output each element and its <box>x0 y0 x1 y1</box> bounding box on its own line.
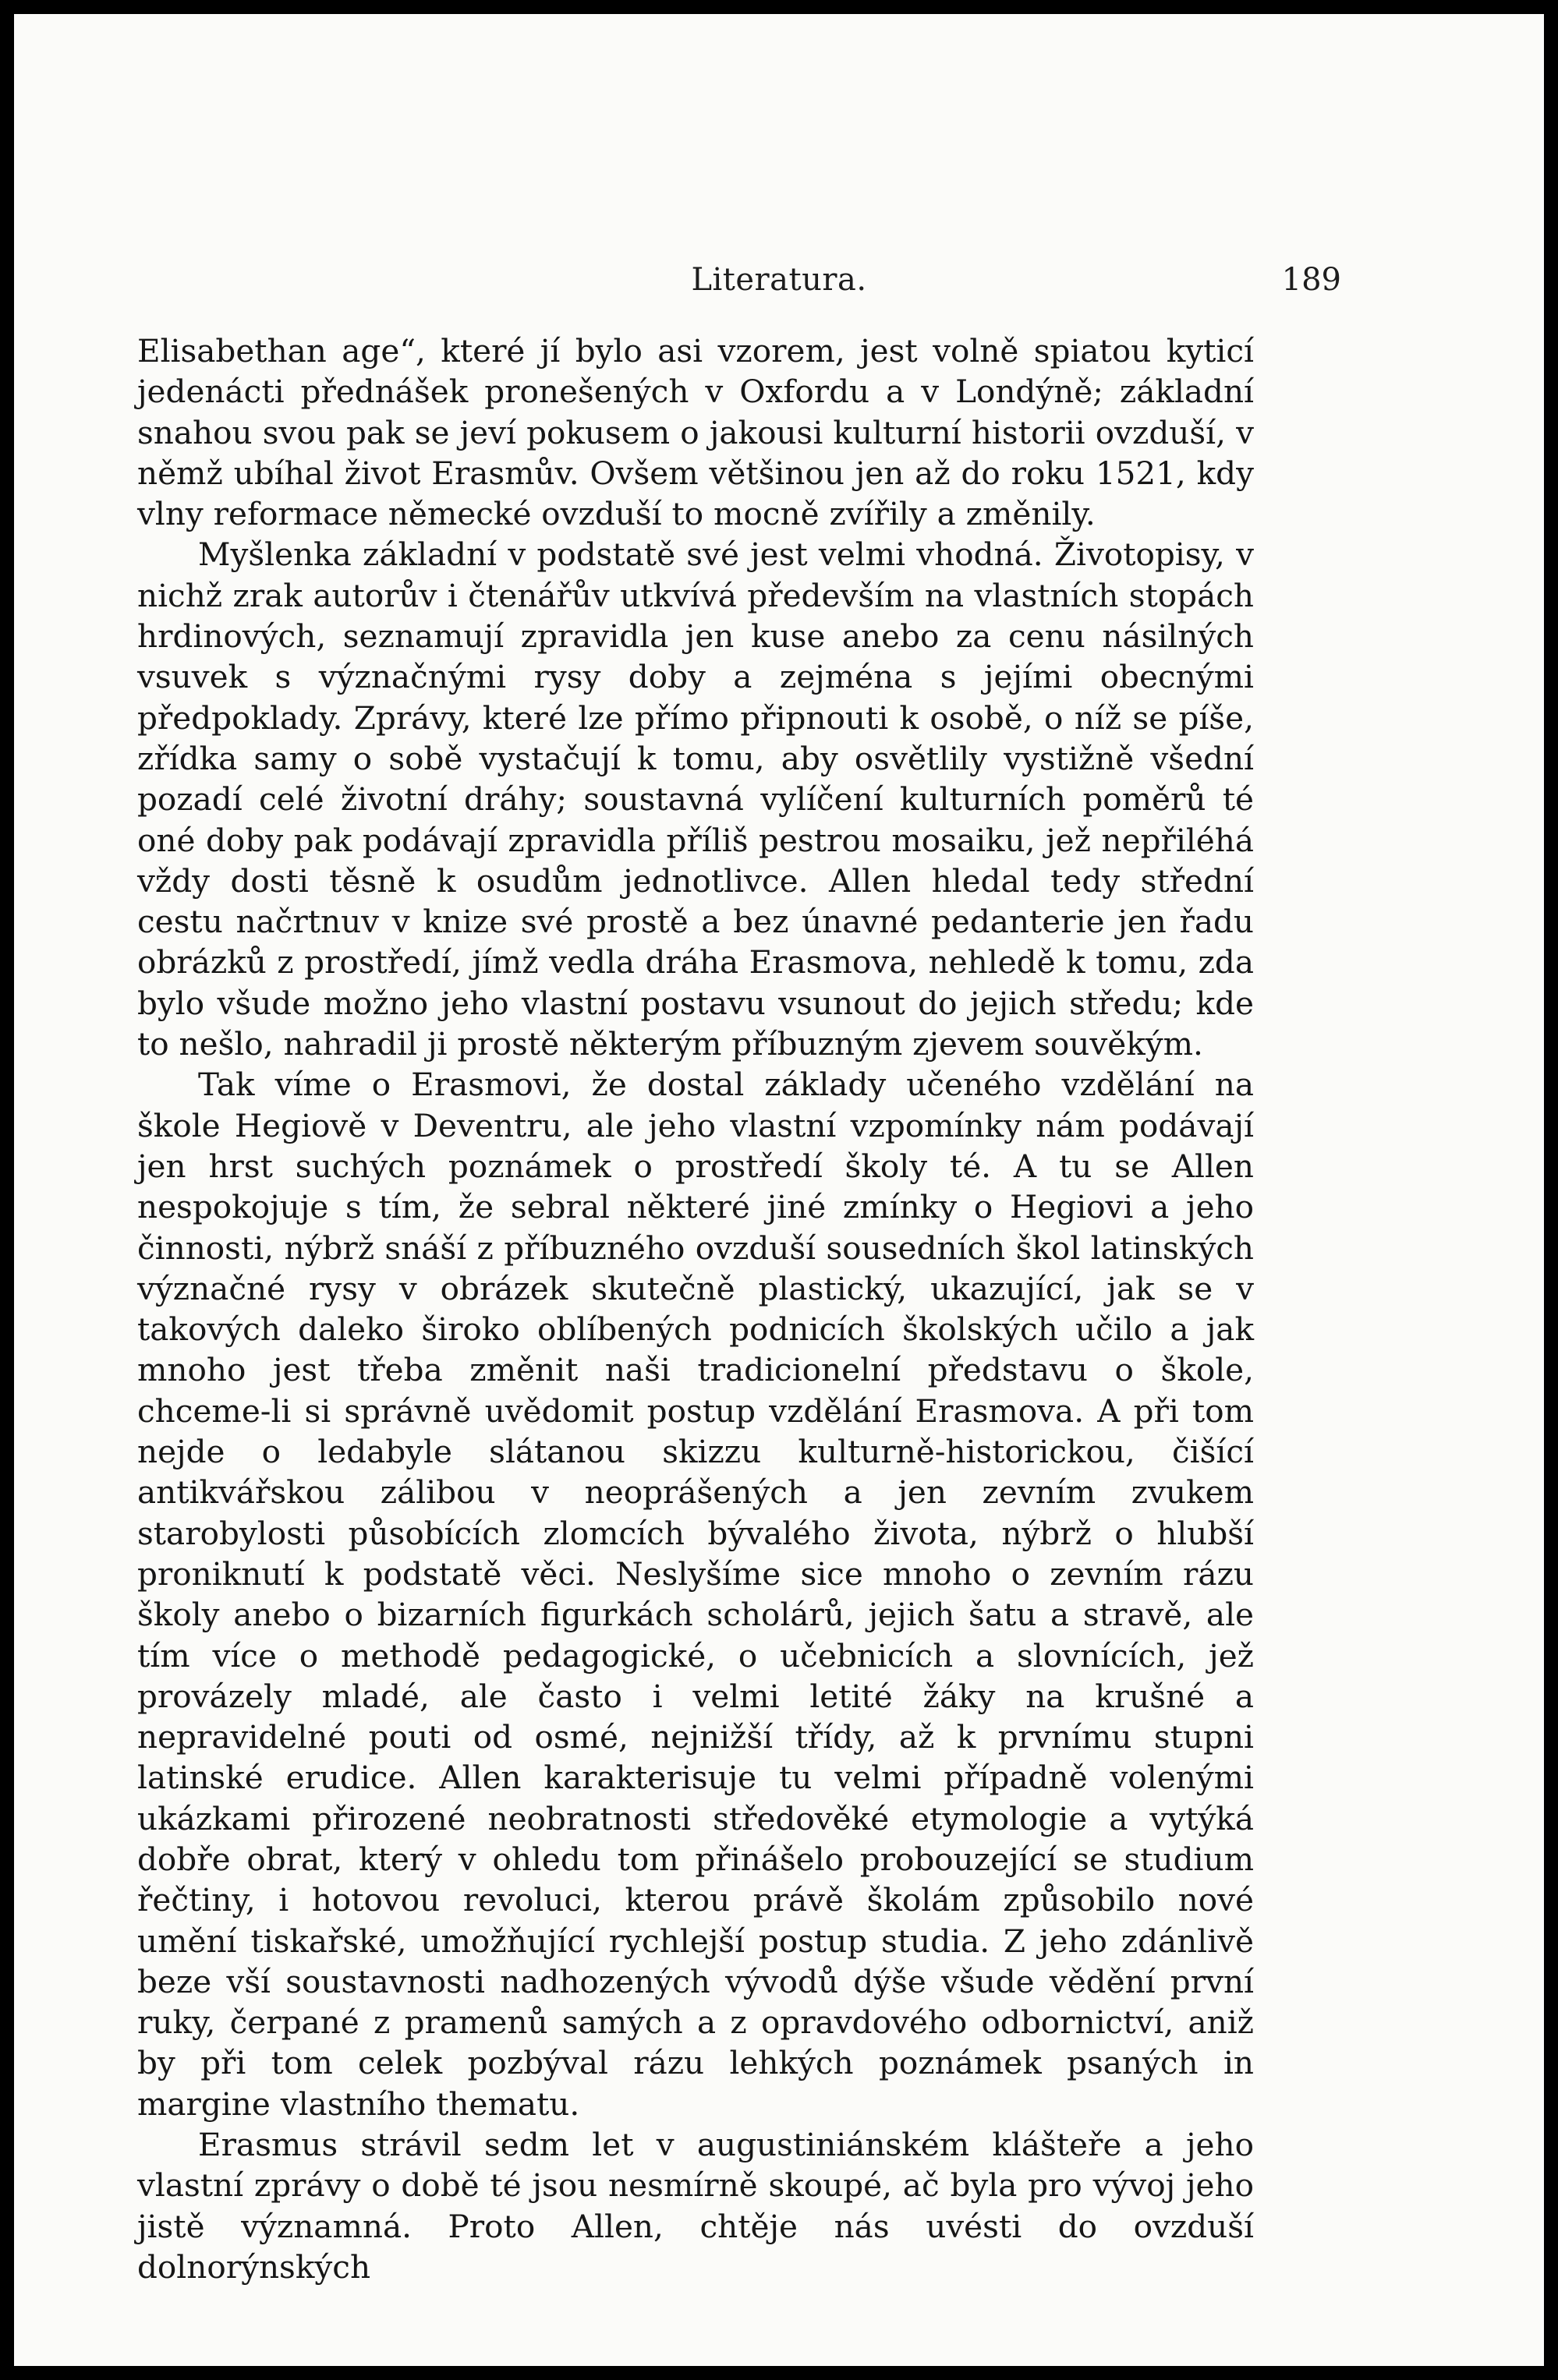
paragraph: Erasmus strávil sedm let v augustiniánském klášteře a jeho vlastní zprávy o době té jsou nesmírně skoupé, ač byla pro vývoj jeho jistě významná. Proto Allen, chtěje nás uvésti do ovzduší dolnorýnských <box>137 2126 1254 2286</box>
paragraph: Elisabethan age“, které jí bylo asi vzorem, jest volně spiatou kyticí jedenácti přednášek pronešených v Oxfordu a v Londýně; základní snahou svou pak se jeví pokusem o jakousi kulturní historii ovzduší, v němž ubíhal život Erasmův. Ovšem většinou jen až do roku 1521, kdy vlny reformace německé ovzduší to mocně zvířily a změnily. <box>137 332 1254 533</box>
page-header <box>14 262 1544 301</box>
paragraph: Myšlenka základní v podstatě své jest velmi vhodná. Životopisy, v nichž zrak autorův i čtenářův utkvívá především na vlastních stopách hrdinových, seznamují zpravidla jen kuse anebo za cenu násilných vsuvek s význačnými rysy doby a zejména s jejími obecnými předpoklady. Zprávy, které lze přímo připnouti k osobě, o níž se píše, zřídka samy o sobě vystačují k tomu, aby osvětlily vystižně všední pozadí celé životní dráhy; soustavná vylíčení kulturních poměrů té oné doby pak podávají zpravidla příliš pestrou mosaiku, jež nepřiléhá vždy dosti těsně k osudům jednotlivce. Allen hledal tedy střední cestu načrtnuv v knize své prostě a bez únavné pedanterie jen řadu obrázků z prostředí, jímž vedla dráha Erasmova, nehledě k tomu, zda bylo všude možno jeho vlastní postavu vsunout do jejich středu; kde to nešlo, nahradil ji prostě některým příbuzným zjevem souvěkým. <box>137 536 1254 1063</box>
running-head: Literatura. <box>691 262 867 298</box>
book-page <box>14 14 1544 2366</box>
body-text <box>137 331 1254 2287</box>
paragraph: Tak víme o Erasmovi, že dostal základy učeného vzdělání na škole Hegiově v Deventru, ale jeho vlastní vzpomínky nám podávají jen hrst suchých poznámek o prostředí školy té. A tu se Allen nespokojuje s tím, že sebral některé jiné zmínky o Hegiovi a jeho činnosti, nýbrž snáší z příbuzného ovzduší sousedních škol latinských význačné rysy v obrázek skutečně plastický, ukazující, jak se v takových daleko široko oblíbených podnicích školských učilo a jak mnoho jest třeba změnit naši tradicionelní představu o škole, chceme-li si správně uvědomit postup vzdělání Erasmova. A při tom nejde o ledabyle slátanou skizzu kulturně-historickou, čišící antikvářskou zálibou v neoprášených a jen zevním zvukem starobylosti působících zlomcích bývalého života, nýbrž o hlubší proniknutí k podstatě věci. Neslyšíme sice mnoho o zevním rázu školy anebo o bizarních figurkách scholárů, jejich šatu a stravě, ale tím více o methodě pedagogické, o učebnicích a slovnících, jež provázely mladé, ale často i velmi letité žáky na krušné a nepravidelné pouti od osmé, nejnižší třídy, až k prvnímu stupni latinské erudice. Allen karakterisuje tu velmi případně volenými ukázkami přirozené neobratnosti středověké etymologie a vytýká dobře obrat, který v ohledu tom přinášelo probouzející se studium řečtiny, i hotovou revoluci, kterou právě školám způsobilo nové umění tiskařské, umožňující rychlejší postup studia. Z jeho zdánlivě beze vší soustavnosti nadhozených vývodů dýše všude vědění první ruky, čerpané z pramenů samých a z opravdového odbornictví, aniž by při tom celek pozbýval rázu lehkých poznámek psaných in margine vlastního thematu. <box>137 1066 1254 2123</box>
page-number: 189 <box>1281 262 1341 298</box>
